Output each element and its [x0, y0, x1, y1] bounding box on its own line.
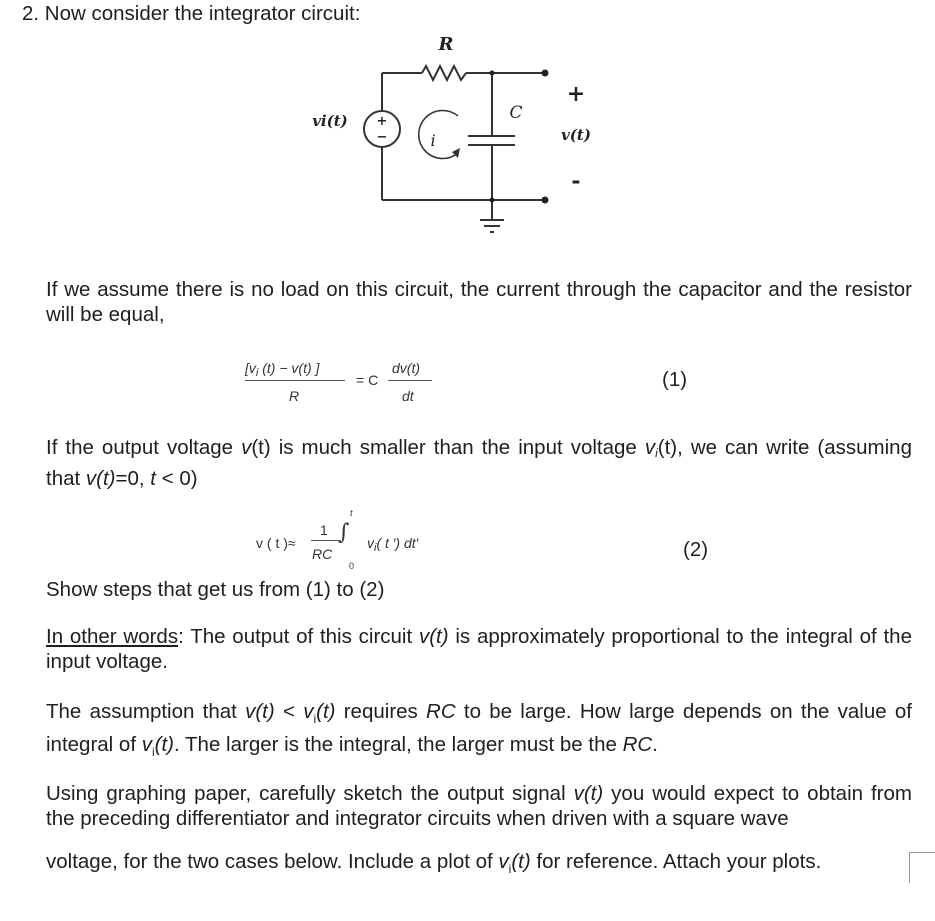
paragraph-include-plot: voltage, for the two cases below. Include a plot of $v_i(t)$ for reference. Attach your plots.: [46, 850, 822, 877]
eq1-number: (1): [662, 368, 688, 391]
input-voltage-label: vi(t): [312, 112, 348, 130]
paragraph-output-smaller: If the output voltage v(t) is much smaller than the input voltage $v_i(t)$, we can write (assuming that v(t)=0, t < 0): [46, 436, 912, 490]
eq2-fraction-numerator: 1: [320, 522, 328, 538]
eq2-integral-sign: ∫: [338, 520, 350, 545]
eq2-lower-limit: 0: [349, 561, 355, 571]
eq1-rhs-fraction-bar: [388, 380, 432, 381]
current-label: i: [430, 131, 436, 150]
paragraph-in-other-words: In other words: The output of this circuit v(t) is approximately proportional to the integral of the input voltage.: [46, 625, 912, 673]
eq1-numerator: [$v_i$ (t) − v(t) ]: [245, 360, 320, 379]
resistor-symbol: [422, 66, 466, 80]
eq2-fraction-bar: [311, 540, 339, 541]
output-terminal-top: [542, 70, 549, 77]
eq1-fraction-bar: [245, 380, 345, 381]
svg-text:+: +: [376, 114, 388, 129]
integrator-circuit-diagram: [300, 28, 620, 248]
current-loop-arrow: [419, 111, 458, 159]
eq2-lhs: v ( t )≈: [256, 535, 296, 551]
output-plus-label: +: [566, 81, 586, 107]
eq1-denominator: R: [289, 388, 300, 404]
question-heading: 2. Now consider the integrator circuit:: [22, 2, 361, 25]
paragraph-no-load: If we assume there is no load on this circuit, the current through the capacitor and the resistor will be equal,: [46, 278, 912, 326]
eq2-integrand: $v_i$( t ′) dt′: [367, 535, 419, 554]
paragraph-assumption-rc: The assumption that $v(t) < v_i(t)$ requires RC to be large. How large depends on the value of integral of $v_i(t)$. The larger is the integral, the larger must be the RC.: [46, 700, 912, 760]
output-terminal-bottom: [542, 197, 549, 204]
capacitor-label: C: [509, 103, 523, 123]
eq1-rhs-numerator: dv(t): [392, 360, 420, 376]
svg-text:−: −: [376, 130, 388, 145]
paragraph-graphing-paper: Using graphing paper, carefully sketch the output signal v(t) you would expect to obtain from the preceding differentiator and integrator circuits when driven with a square wave: [46, 782, 912, 830]
output-voltage-label: v(t): [561, 126, 591, 144]
eq2-number: (2): [683, 538, 709, 561]
resistor-label: R: [438, 34, 454, 55]
show-steps-instruction: Show steps that get us from (1) to (2): [46, 578, 385, 601]
eq2-fraction-denominator: RC: [312, 546, 333, 562]
eq1-rhs-denominator: dt: [402, 388, 414, 404]
eq2-upper-limit: t: [350, 508, 353, 518]
output-minus-label: -: [571, 168, 581, 194]
corner-mark: [909, 852, 935, 883]
eq1-equals-c: = C: [356, 372, 379, 388]
